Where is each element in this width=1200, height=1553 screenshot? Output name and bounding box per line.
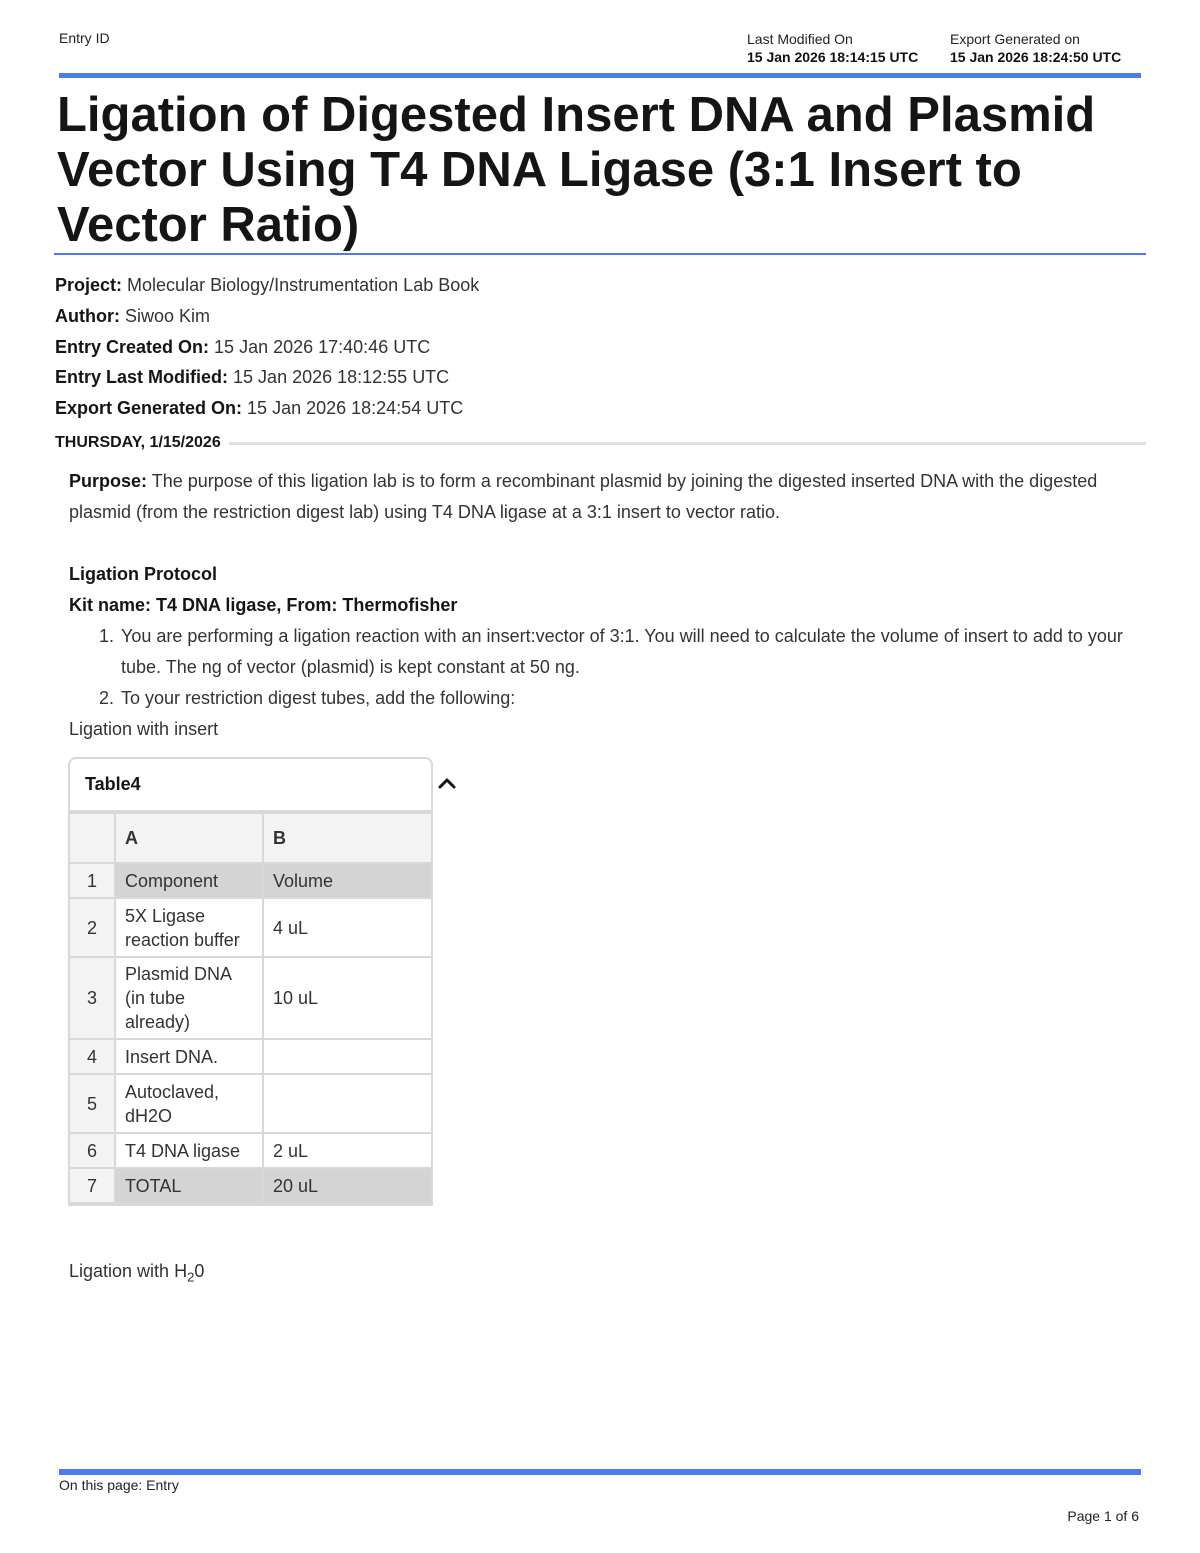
- protocol-step: 2. To your restriction digest tubes, add the following:: [119, 683, 1134, 714]
- entry-id-label: Entry ID: [59, 30, 110, 46]
- chevron-up-icon[interactable]: [436, 772, 458, 794]
- table-cell[interactable]: TOTAL: [115, 1168, 263, 1203]
- modified-row: [55, 362, 479, 393]
- row-number-header: [70, 813, 115, 863]
- table-cell[interactable]: [263, 1074, 431, 1133]
- header-divider: [59, 73, 1141, 78]
- table-cell[interactable]: Component: [115, 863, 263, 898]
- modified-label: Entry Last Modified:: [55, 367, 229, 388]
- table-row: [70, 863, 431, 898]
- created-label: Entry Created On:: [55, 336, 210, 357]
- row-number: 5: [70, 1074, 115, 1133]
- on-this-page-label: On this page: Entry: [59, 1477, 179, 1493]
- project-value: Molecular Biology/Instrumentation Lab Book: [127, 275, 480, 295]
- table-row: [70, 957, 431, 1039]
- protocol-steps: [69, 621, 1134, 714]
- table-cell[interactable]: Volume: [263, 863, 431, 898]
- export-generated-block: [950, 30, 1121, 66]
- row-number: 7: [70, 1168, 115, 1203]
- table-widget: [68, 757, 433, 1206]
- title-divider: [54, 253, 1146, 255]
- export-row: [55, 393, 479, 424]
- table-row: [70, 1168, 431, 1203]
- table-cell[interactable]: 20 uL: [263, 1168, 431, 1203]
- export-value: 15 Jan 2026 18:24:54 UTC: [247, 398, 464, 419]
- table-row: [70, 1133, 431, 1168]
- purpose-text: The purpose of this ligation lab is to form a recombinant plasmid by joining the digested inserted DNA with the digested plasmid (from the restriction digest lab) using T4 DNA ligase at a 3:1 insert to vector ratio.: [69, 471, 1098, 522]
- day-section-heading: [55, 434, 1146, 452]
- protocol-step: 1. You are performing a ligation reaction with an insert:vector of 3:1. You will need to calculate the volume of insert to add to your tube. The ng of vector (plasmid) is kept constant at 50 ng.: [119, 621, 1134, 683]
- page-header: [59, 30, 1140, 74]
- row-number: 1: [70, 863, 115, 898]
- row-number: 3: [70, 957, 115, 1039]
- table-cell[interactable]: Autoclaved, dH2O: [115, 1074, 263, 1133]
- table-cell[interactable]: Insert DNA.: [115, 1039, 263, 1074]
- entry-content: [69, 466, 1134, 745]
- table-row: [70, 1074, 431, 1133]
- last-modified-value: 15 Jan 2026 18:14:15 UTC: [747, 49, 919, 65]
- day-heading-text: THURSDAY, 1/15/2026: [55, 434, 221, 451]
- page-number: Page 1 of 6: [1067, 1508, 1139, 1524]
- purpose-paragraph: [69, 466, 1134, 528]
- row-number: 2: [70, 898, 115, 957]
- table-cell[interactable]: 10 uL: [263, 957, 431, 1039]
- footer-divider: [59, 1469, 1141, 1475]
- last-modified-label: Last Modified On: [747, 31, 853, 47]
- purpose-label: Purpose:: [69, 471, 148, 491]
- page-title: Ligation of Digested Insert DNA and Plasmid Vector Using T4 DNA Ligase (3:1 Insert to Vector Ratio): [57, 88, 1096, 252]
- table-cell[interactable]: 2 uL: [263, 1133, 431, 1168]
- data-table: [70, 812, 431, 1204]
- table-title: Table4: [70, 759, 431, 812]
- table-cell[interactable]: T4 DNA ligase: [115, 1133, 263, 1168]
- table-cell[interactable]: [263, 1039, 431, 1074]
- created-row: [55, 332, 479, 363]
- protocol-heading: Ligation Protocol: [69, 564, 217, 584]
- author-label: Author:: [55, 305, 120, 326]
- created-value: 15 Jan 2026 17:40:46 UTC: [214, 336, 431, 357]
- table-cell[interactable]: 4 uL: [263, 898, 431, 957]
- export-generated-label: Export Generated on: [950, 31, 1080, 47]
- author-row: [55, 301, 479, 332]
- row-number: 4: [70, 1039, 115, 1074]
- row-number: 6: [70, 1133, 115, 1168]
- export-generated-value: 15 Jan 2026 18:24:50 UTC: [950, 49, 1122, 65]
- column-header[interactable]: B: [263, 813, 431, 863]
- project-label: Project:: [55, 275, 123, 295]
- table-row: [70, 898, 431, 957]
- author-value: Siwoo Kim: [125, 305, 211, 326]
- last-modified-block: [747, 30, 918, 66]
- entry-metadata: [55, 270, 479, 424]
- modified-value: 15 Jan 2026 18:12:55 UTC: [233, 367, 450, 388]
- ligation-insert-label: Ligation with insert: [69, 719, 219, 739]
- project-row: [55, 270, 479, 301]
- column-header[interactable]: A: [115, 813, 263, 863]
- day-heading-rule: [229, 442, 1146, 445]
- table-cell[interactable]: Plasmid DNA (in tube already): [115, 957, 263, 1039]
- kit-line: Kit name: T4 DNA ligase, From: Thermofisher: [69, 595, 458, 615]
- table-cell[interactable]: 5X Ligase reaction buffer: [115, 898, 263, 957]
- export-label: Export Generated On:: [55, 398, 243, 419]
- ligation-h2o-label: Ligation with $H_20$: [69, 1261, 205, 1285]
- table-row: [70, 1039, 431, 1074]
